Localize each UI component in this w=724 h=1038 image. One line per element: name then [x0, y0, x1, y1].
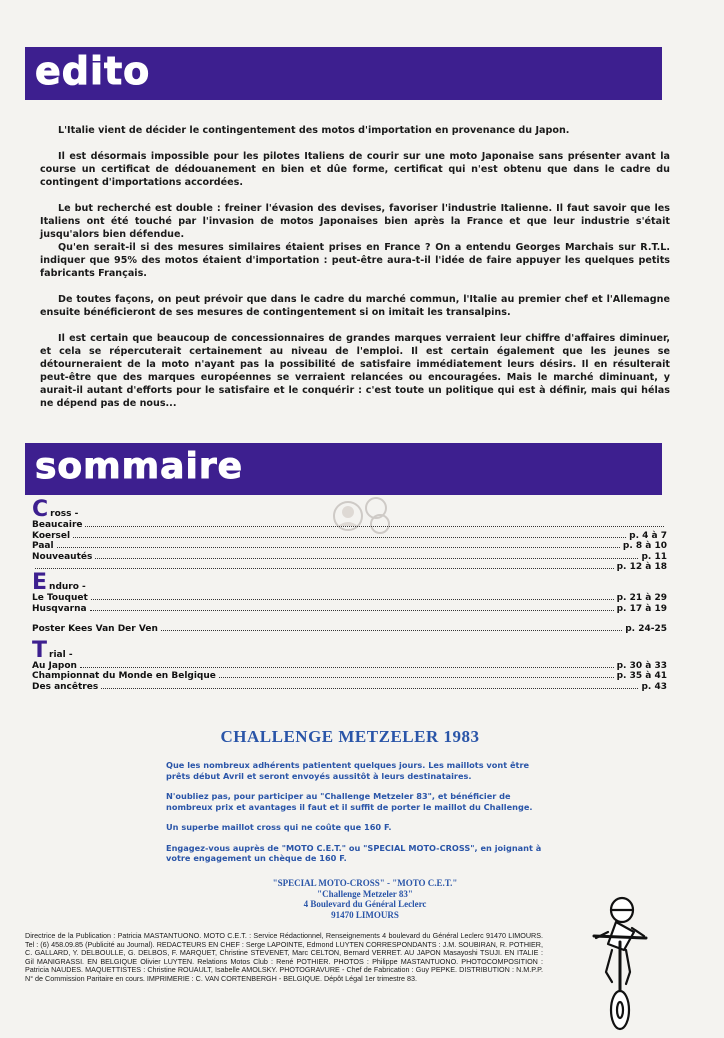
toc-row — [32, 520, 667, 531]
edito-banner — [25, 47, 662, 100]
challenge-paragraph-3: Un superbe maillot cross qui ne coûte que 160 F. — [166, 822, 392, 832]
challenge-title: CHALLENGE METZELER 1983 — [220, 727, 480, 746]
edito-paragraph-2: Il est désormais impossible pour les pilotes Italiens de courir sur une moto Japonaise sans présenter avant la course un certificat de dédouanement en bien et dûe forme, certificat qui n'est obtenu que dans le cadre du contingent d'importations accordées. — [40, 151, 670, 188]
toc-section-enduro — [32, 569, 667, 614]
toc-item-name: Au Japon — [32, 660, 77, 671]
toc-item-page: p. 11 — [641, 551, 667, 562]
challenge-paragraph-2: N'oubliez pas, pour participer au "Challenge Metzeler 83", et bénéficier de nombreux prix et avantages il faut et il suffit de porter le maillot du Challenge. — [166, 791, 533, 812]
toc-item-page: p. 35 à 41 — [616, 671, 667, 682]
leader-dots — [161, 630, 622, 631]
toc-item-page: p. 30 à 33 — [616, 660, 667, 671]
challenge-body — [166, 760, 542, 874]
toc-item-name: Koersel — [32, 530, 71, 541]
toc-row — [32, 604, 667, 615]
toc-row — [32, 552, 667, 563]
toc-head-enduro — [32, 569, 667, 595]
address-line-3: 4 Boulevard du Général Leclerc — [303, 899, 427, 909]
toc-item-page: p. 24-25 — [625, 624, 667, 635]
challenge-paragraph-1: Que les nombreux adhérents patientent quelques jours. Les maillots vont être prêts début Avril et seront envoyés aussitôt à leurs destinataires. — [166, 760, 530, 781]
leader-dots — [35, 568, 614, 569]
toc-item-page: p. 8 à 10 — [622, 541, 667, 552]
section-word: ross - — [50, 509, 79, 519]
leader-dots — [91, 599, 614, 600]
edito-body — [40, 124, 670, 423]
toc-item-page: p. 12 à 18 — [616, 562, 667, 573]
sommaire-title: sommaire — [35, 446, 243, 487]
toc-item-name: Le Touquet — [32, 592, 88, 603]
leader-dots — [57, 547, 620, 548]
toc-item-page: p. 17 à 19 — [616, 603, 667, 614]
table-of-contents — [32, 497, 667, 693]
edito-paragraph-5: De toutes façons, on peut prévoir que dans le cadre du marché commun, l'Italie au premier chef et l'Allemagne ensuite bénéficieront de ses mesures de contingentement si on imitait les transalpins. — [40, 294, 670, 318]
toc-item-name: Nouveautés — [32, 551, 93, 562]
leader-dots — [85, 526, 664, 527]
toc-item-name: Beaucaire — [32, 520, 83, 530]
address-line-4: 91470 LIMOURS — [331, 909, 399, 920]
toc-row — [32, 661, 667, 672]
toc-item-name: Championnat du Monde en Belgique — [32, 671, 216, 682]
toc-section-cross — [32, 497, 667, 573]
toc-row — [32, 531, 667, 542]
leader-dots — [90, 610, 614, 611]
leader-dots — [101, 688, 638, 689]
toc-row — [32, 671, 667, 682]
section-initial: C — [32, 497, 49, 522]
leader-dots — [73, 537, 626, 538]
section-word: rial - — [49, 649, 73, 660]
leader-dots — [80, 667, 614, 668]
toc-head-trial — [32, 637, 667, 663]
edito-paragraph-6: Il est certain que beaucoup de concessionnaires de grandes marques verraient leur chiffre d'affaires diminuer, et cela se répercuterait certainement au niveau de l'emploi. Il est certain également que les jeunes se détourneraient de la moto n'ayant pas la possibilité de satisfaire immédiatement leurs désirs. Il en résulterait peut-être que des marques européennes se verraient relancées ou encouragées. Mais le marché diminuant, y aurait-il autant d'efforts pour le satisfaire et le conquérir : c'est toute un politique qui est à définir, mais qui hélas ne dépend pas de nous... — [40, 333, 670, 409]
section-word: nduro - — [49, 581, 86, 592]
toc-head-cross — [32, 497, 667, 522]
toc-item-page: p. 21 à 29 — [616, 592, 667, 603]
address-line-1: "SPECIAL MOTO-CROSS" - "MOTO C.E.T." — [272, 878, 458, 888]
challenge-address — [230, 878, 500, 920]
section-initial: T — [32, 637, 48, 663]
toc-item-name: Paal — [32, 541, 54, 552]
leader-dots — [95, 558, 638, 559]
edito-title: edito — [35, 49, 151, 93]
leader-dots — [219, 677, 614, 678]
sommaire-banner — [25, 443, 662, 495]
motocross-rider-illustration — [582, 892, 652, 1032]
toc-row — [32, 682, 667, 693]
toc-section-trial — [32, 637, 667, 693]
toc-item-name: Des ancêtres — [32, 681, 99, 692]
edito-paragraph-1: L'Italie vient de décider le contingentement des motos d'importation en provenance du Japon. — [58, 125, 570, 136]
edito-paragraph-3: Le but recherché est double : freiner l'évasion des devises, favoriser l'industrie Italienne. Il faut savoir que les Italiens ont été touché par l'invasion de motos Japonaises bien après la France et que leur industrie s'était jusqu'alors bien défendue. — [40, 203, 670, 240]
toc-item-name: Husqvarna — [32, 603, 87, 614]
toc-item-page: p. 43 — [641, 681, 667, 692]
challenge-paragraph-4: Engagez-vous auprès de "MOTO C.E.T." ou "SPECIAL MOTO-CROSS", en joignant à votre engagement un chèque de 160 F. — [166, 842, 542, 863]
toc-row-poster — [32, 624, 667, 635]
publication-credits: Directrice de la Publication : Patricia MASTANTUONO. MOTO C.E.T. : Service Rédactionnel, Renseignements 4 boulevard du Général Leclerc 91470 LIMOURS. Tel : (6) 458.09.85 (Publicité au Journal). REDACTEURS EN CHEF : Serge LAPOINTE, Edmond LUYTEN CORRESPONDANTS : J.M. SOUBIRAN, R. POTHIER, C. GALLARD, Y. DELBOULLE, G. DELBOS, F. MARQUET, Christine STEVENET, Marc CELTON, Bernard VERRET. AU JAPON Masayoshi TSUJI. EN ITALIE : Gil MANIGRASSI. EN BELGIQUE Olivier LUYTEN. Relations Motos Club : René POTHIER. PHOTOS : Philippe MASTANTUONO. PHOTOCOMPOSITION : Patricia NAUDES. MAQUETTISTES : Christine ROUAULT, Isabelle AMOLSKY. PHOTOGRAVURE - Chef de Fabrication : Guy PEPKE. DISTRIBUTION : N.M.P.P. N° de Commission Paritaire en cours. IMPRIMERIE : C. VAN CORTENBERGH - BELGIQUE. Dépôt Légal 1er trimestre 83. — [25, 931, 543, 983]
toc-item-name: Poster Kees Van Der Ven — [32, 624, 158, 635]
toc-row — [32, 562, 667, 573]
toc-row — [32, 541, 667, 552]
section-initial: E — [32, 569, 48, 595]
address-line-2: "Challenge Metzeler 83" — [317, 888, 413, 899]
toc-row — [32, 593, 667, 604]
edito-paragraph-4: Qu'en serait-il si des mesures similaires étaient prises en France ? On a entendu Georges Marchais sur R.T.L. indiquer que 95% des motos étaient d'importation : peut-être aura-t-il l'idée de faire appuyer les quelques petits fabricants Français. — [40, 242, 670, 279]
toc-item-page: p. 4 à 7 — [629, 530, 667, 541]
